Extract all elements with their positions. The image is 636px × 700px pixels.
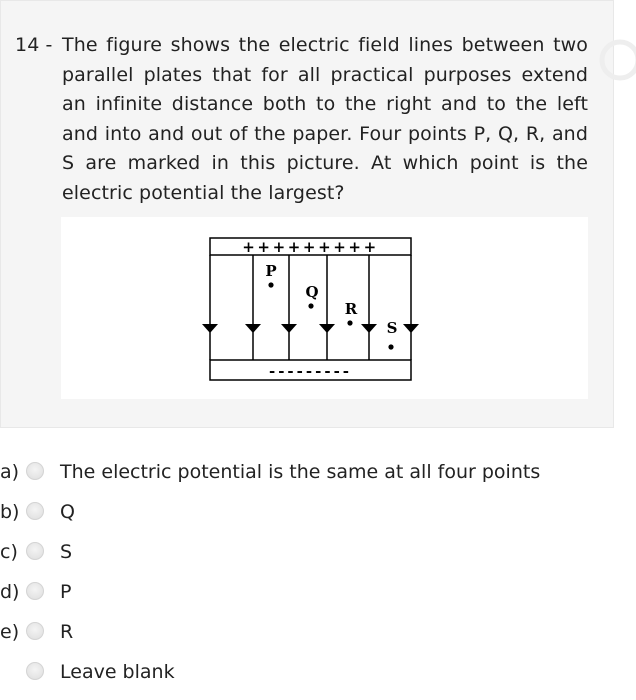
answer-option-b[interactable] — [0, 492, 636, 532]
answer-letter: d) — [0, 581, 20, 603]
question-figure — [61, 217, 588, 399]
point-label-p: P — [265, 262, 277, 280]
answer-option-leave-blank[interactable] — [0, 652, 636, 692]
answer-option-d[interactable] — [0, 572, 636, 612]
answer-letter: a) — [0, 461, 20, 483]
radio-button[interactable] — [26, 502, 44, 520]
answer-text[interactable]: R — [60, 621, 74, 643]
question-text: The figure shows the electric field lines between two parallel plates that for all practical purposes extend an infinite distance both to the right and to the left and into and out of the paper. Four points P, Q, R, and S are marked in this picture. At which point is the electric potential the largest? — [62, 34, 588, 204]
answer-text[interactable]: S — [60, 541, 73, 563]
answer-option-e[interactable] — [0, 612, 636, 652]
bottom-plate-charges: --------- — [268, 362, 353, 380]
radio-button[interactable] — [26, 462, 44, 480]
point-label-s: S — [386, 319, 398, 337]
point-s-dot — [388, 344, 393, 349]
point-label-q: Q — [305, 283, 319, 301]
answer-option-a[interactable] — [0, 452, 636, 492]
point-r-dot — [347, 320, 352, 325]
radio-button[interactable] — [26, 662, 44, 680]
answer-letter: e) — [0, 621, 20, 643]
radio-button[interactable] — [26, 542, 44, 560]
top-plate-charges: +++++++++ — [242, 238, 379, 256]
answer-letter: c) — [0, 541, 18, 563]
points — [265, 262, 397, 350]
point-q-dot — [308, 303, 313, 308]
point-label-r: R — [344, 300, 358, 318]
answer-letter: b) — [0, 501, 20, 523]
radio-button[interactable] — [26, 582, 44, 600]
answer-text[interactable]: Leave blank — [60, 661, 175, 683]
answer-text[interactable]: Q — [60, 501, 75, 523]
point-p-dot — [268, 282, 273, 287]
answer-text[interactable]: P — [60, 581, 72, 603]
partial-circle-icon — [596, 36, 636, 84]
answer-option-c[interactable] — [0, 532, 636, 572]
field-lines-diagram — [61, 217, 588, 399]
radio-button[interactable] — [26, 622, 44, 640]
question-number: 14 - — [15, 34, 53, 56]
answer-text[interactable]: The electric potential is the same at all four points — [60, 461, 541, 483]
